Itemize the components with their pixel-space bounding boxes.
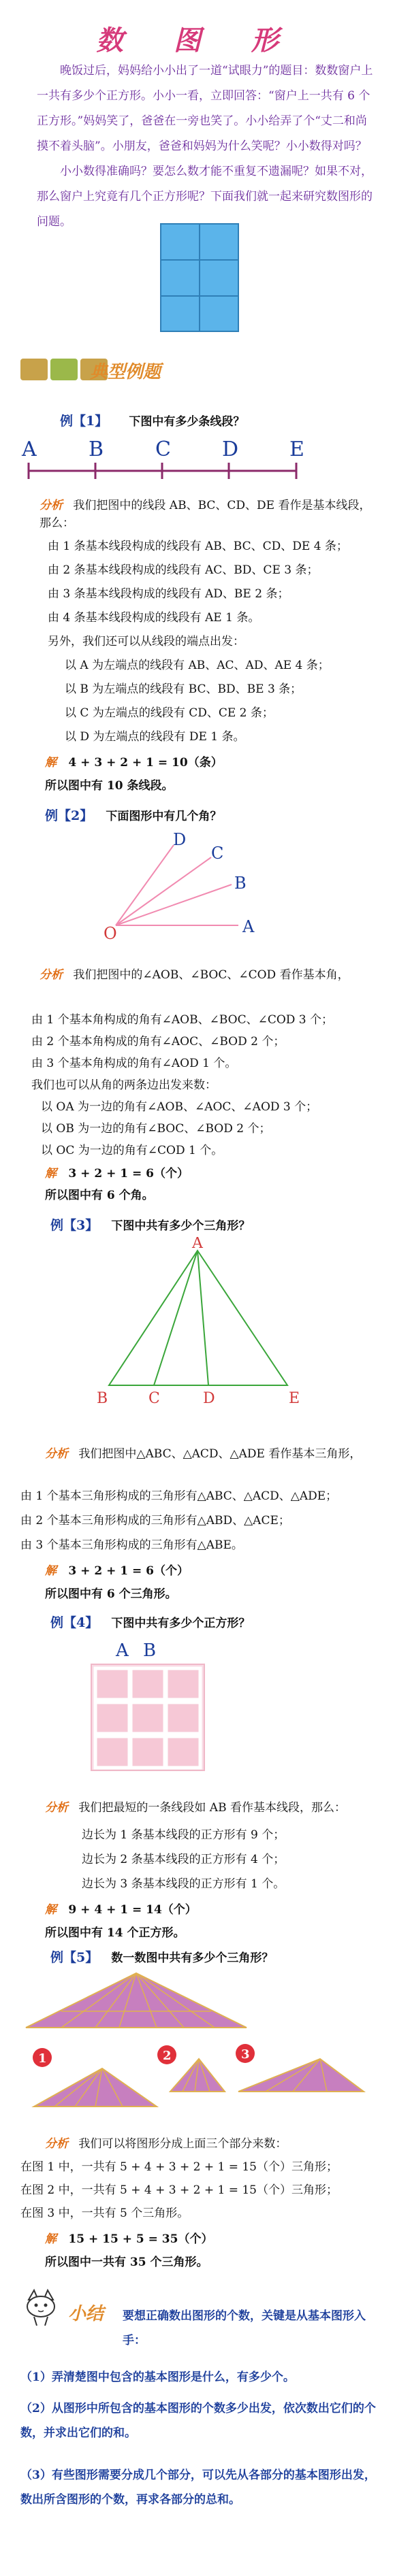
intro-paragraph-2: 小小数得准确吗？要怎么数才能不重复不遗漏呢？如果不对，那么窗户上究竟有几个正方形呢？下面我们就一起来研究数图形的问题。 — [37, 165, 373, 229]
example1-line-2: 由 2 条基本线段构成的线段有 AC、BD、CE 3 条； — [48, 563, 319, 577]
example2-solution-text: 3 + 2 + 1 = 6（个） — [68, 1167, 189, 1180]
example1-line-6: 以 A 为左端点的线段有 AB、AC、AD、AE 4 条； — [65, 659, 330, 672]
outer-triangle — [109, 1251, 287, 1385]
example5-solution — [45, 2230, 212, 2248]
point-B-label: B — [143, 1640, 157, 1661]
point-C-label: C — [211, 844, 224, 863]
example5-analysis-intro — [45, 2135, 379, 2153]
example2-analysis-label: 分析 — [40, 968, 63, 982]
example4-line-0: 我们把最短的一条线段如 AB 看作基本线段，那么： — [78, 1801, 346, 1815]
point-O-label: O — [104, 924, 117, 943]
example4-analysis-intro — [45, 1799, 379, 1817]
example1-line-5: 另外，我们还可以从线段的端点出发： — [48, 635, 244, 648]
example1-line-7: 以 B 为左端点的线段有 BC、BD、BE 3 条； — [65, 682, 302, 696]
example1-line-9: 以 D 为左端点的线段有 DE 1 条。 — [65, 730, 245, 744]
example1-solution — [45, 754, 223, 772]
example2-answer: 所以图中有 6 个角。 — [45, 1189, 154, 1202]
example1-analysis-intro — [40, 497, 380, 532]
example1-line-4: 由 4 条基本线段构成的线段有 AE 1 条。 — [48, 611, 260, 625]
point-A-label: A — [22, 437, 37, 461]
example1-answer: 所以图中有 10 条线段。 — [45, 779, 174, 793]
page-title: 数 图 形 — [96, 24, 299, 56]
example4-solution-text: 9 + 4 + 1 = 14（个） — [68, 1903, 197, 1917]
example2-question: 下面图形中有几个角？ — [106, 810, 222, 823]
example1-solution-label: 解 — [45, 756, 57, 770]
example3-analysis-intro — [45, 1445, 379, 1463]
marker-2-label: 2 — [163, 2049, 172, 2063]
example5-line-1: 在图 1 中，一共有 5 + 4 + 3 + 2 + 1 = 15（个）三角形； — [20, 2160, 338, 2174]
example2-line-6: 以 OB 为一边的角有∠BOC、∠BOD 2 个； — [41, 1122, 271, 1136]
line-AD — [198, 1251, 208, 1385]
example2-line-3: 由 3 个基本角构成的角有∠AOD 1 个。 — [31, 1057, 237, 1070]
example1-line-1: 由 1 条基本线段构成的线段有 AB、BC、CD、DE 4 条； — [48, 540, 348, 553]
example2-solution-label: 解 — [45, 1167, 57, 1180]
example2-solution — [45, 1165, 189, 1183]
example1-line-3: 由 3 条基本线段构成的线段有 AD、BE 2 条； — [48, 587, 289, 601]
example3-analysis-label: 分析 — [45, 1447, 68, 1461]
example4-answer: 所以图中有 14 个正方形。 — [45, 1926, 185, 1940]
example1-analysis-label: 分析 — [40, 499, 63, 512]
example2-angle-figure — [102, 830, 272, 946]
example1-segment-figure — [20, 435, 320, 487]
example1-line-0: 我们把图中的线段 AB、BC、CD、DE 看作是基本线段，那么： — [40, 499, 371, 530]
window-figure — [160, 223, 239, 332]
example1-header — [60, 411, 244, 429]
example4-line-1: 边长为 1 条基本线段的正方形有 9 个； — [82, 1828, 285, 1842]
example3-triangle-figure — [95, 1237, 306, 1414]
example5-line-0: 我们可以将图形分成上面三个部分来数： — [78, 2137, 287, 2151]
example4-analysis-label: 分析 — [45, 1801, 68, 1815]
summary-item-2: （2）从图形中所包含的基本图形的个数多少出发，依次数出它们的个数，并求出它们的和。 — [20, 2402, 376, 2440]
example5-label: 例【5】 — [50, 1950, 99, 1965]
example2-analysis-intro — [40, 966, 380, 984]
example2-line-4: 我们也可以从角的两条边出发来数： — [31, 1078, 217, 1092]
intro-paragraph-1: 晚饭过后，妈妈给小小出了一道“试眼力”的题目：数数窗户上一共有多少个正方形。小小一看，立即回答：“窗户上一共有 6 个正方形。”妈妈笑了，爸爸在一旁也笑了。小小给弄了个“丈二和尚摸不着头脑”。小朋友，爸爸和妈妈为什么笑呢？小小数得对吗？ — [37, 64, 373, 153]
example2-line-7: 以 OC 为一边的角有∠COD 1 个。 — [41, 1144, 223, 1157]
example1-solution-text: 4 + 3 + 2 + 1 = 10（条） — [68, 756, 223, 770]
example3-question: 下图中共有多少个三角形？ — [111, 1219, 251, 1233]
example1-line-8: 以 C 为左端点的线段有 CD、CE 2 条； — [65, 706, 274, 720]
example5-part-3 — [236, 2044, 364, 2092]
point-D-label: D — [222, 437, 239, 461]
example4-header — [50, 1613, 250, 1631]
example5-solution-text: 15 + 15 + 5 = 35（个） — [68, 2232, 213, 2246]
example5-part-1 — [33, 2048, 157, 2107]
example5-solution-label: 解 — [45, 2232, 57, 2246]
point-A-label: A — [242, 917, 255, 936]
example5-line-2: 在图 2 中，一共有 5 + 4 + 3 + 2 + 1 = 15（个）三角形； — [20, 2183, 338, 2197]
intro — [37, 59, 377, 235]
point-C-label: C — [148, 1390, 160, 1407]
example4-line-2: 边长为 2 条基本线段的正方形有 4 个； — [82, 1853, 285, 1866]
example5-header — [50, 1947, 273, 1966]
point-B-label: B — [89, 437, 104, 461]
point-E-label: E — [289, 437, 304, 461]
example5-main-triangle — [26, 1973, 247, 2028]
point-C-label: C — [155, 437, 171, 461]
point-B-label: B — [97, 1390, 108, 1407]
example2-label: 例【2】 — [45, 808, 93, 823]
example1-label: 例【1】 — [60, 414, 108, 429]
summary-lead: 要想正确数出图形的个数，关键是从基本图形入手： — [123, 2309, 366, 2347]
example3-solution-text: 3 + 2 + 1 = 6（个） — [68, 1564, 189, 1578]
example3-label: 例【3】 — [50, 1218, 99, 1233]
ray-OB — [116, 885, 232, 925]
example3-solution — [45, 1562, 189, 1580]
example2-header — [45, 806, 221, 824]
summary-item-3: （3）有些图形需要分成几个部分，可以先从各部分的基本图形出发，数出所含图形的个数，再求各部分的总和。 — [20, 2468, 376, 2507]
cat-icon — [20, 2286, 61, 2327]
example4-label: 例【4】 — [50, 1615, 99, 1630]
marker-1-label: 1 — [38, 2051, 47, 2066]
example3-line-3: 由 3 个基本三角形构成的三角形有△ABE。 — [20, 1538, 243, 1552]
summary-title: 小结 — [68, 2304, 104, 2324]
example2-line-5: 以 OA 为一边的角有∠AOB、∠AOC、∠AOD 3 个； — [41, 1100, 318, 1114]
example3-header — [50, 1215, 250, 1234]
section-banner: 典型例题 — [90, 362, 161, 382]
example3-line-1: 由 1 个基本三角形构成的三角形有△ABC、△ACD、△ADE； — [20, 1489, 338, 1503]
example4-question: 下图中共有多少个正方形？ — [111, 1617, 251, 1630]
line-AC — [154, 1251, 198, 1385]
example3-solution-label: 解 — [45, 1564, 57, 1578]
example4-grid-figure — [89, 1637, 211, 1773]
example4-solution — [45, 1901, 197, 1919]
example1-question: 下图中有多少条线段？ — [129, 415, 245, 429]
ray-OD — [116, 845, 174, 925]
point-B-label: B — [234, 874, 247, 893]
example5-line-3: 在图 3 中，一共有 5 个三角形。 — [20, 2207, 189, 2220]
point-D-label: D — [203, 1390, 215, 1407]
point-E-label: E — [289, 1390, 300, 1407]
example3-answer: 所以图中有 6 个三角形。 — [45, 1587, 177, 1601]
ray-OC — [116, 857, 211, 925]
summary-item-1: （1）弄清楚图中包含的基本图形是什么，有多少个。 — [20, 2371, 295, 2384]
example5-question: 数一数图中共有多少个三角形？ — [111, 1951, 274, 1965]
example5-figures — [20, 1970, 375, 2113]
example5-analysis-label: 分析 — [45, 2137, 68, 2151]
marker-3-label: 3 — [241, 2047, 250, 2062]
example5-answer: 所以图中一共有 35 个三角形。 — [45, 2256, 208, 2269]
grid-cells — [95, 1668, 200, 1768]
example2-line-0: 我们把图中的∠AOB、∠BOC、∠COD 看作基本角， — [73, 968, 349, 982]
example3-line-0: 我们把图中△ABC、△ACD、△ADE 看作基本三角形， — [78, 1447, 362, 1461]
point-A-label: A — [116, 1640, 129, 1661]
example2-line-1: 由 1 个基本角构成的角有∠AOB、∠BOC、∠COD 3 个； — [31, 1013, 334, 1027]
example3-line-2: 由 2 个基本三角形构成的三角形有△ABD、△ACE； — [20, 1514, 290, 1528]
point-D-label: D — [173, 830, 187, 849]
example2-line-2: 由 2 个基本角构成的角有∠AOC、∠BOD 2 个； — [31, 1035, 285, 1048]
example4-solution-label: 解 — [45, 1903, 57, 1917]
example5-part-2 — [157, 2045, 225, 2092]
point-A-label: A — [192, 1237, 203, 1252]
example4-line-3: 边长为 3 条基本线段的正方形有 1 个。 — [82, 1877, 285, 1891]
